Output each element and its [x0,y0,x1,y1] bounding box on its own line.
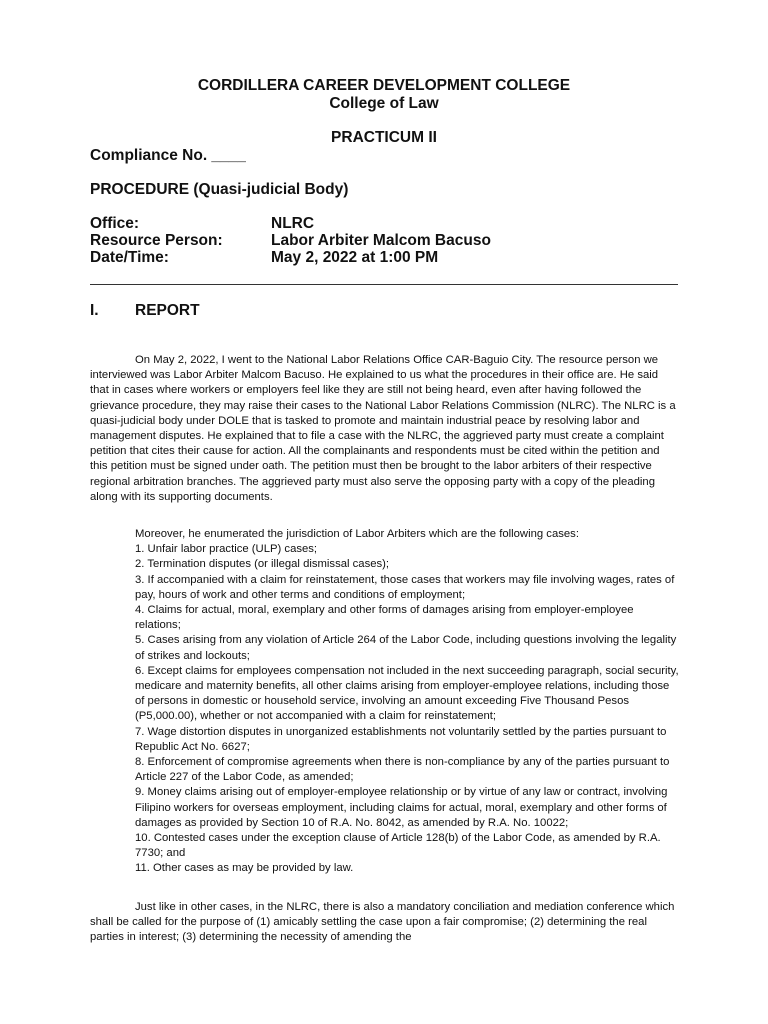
list-item: 10. Contested cases under the exception clause of Article 128(b) of the Labor Code, as amended by R.A. 7730; and [135,832,661,860]
jurisdiction-list [90,542,680,876]
list-item: 7. Wage distortion disputes in unorganized establishments not voluntarily settled by the parties pursuant to Republic Act No. 6627; [135,725,667,753]
horizontal-divider [90,284,678,285]
report-body [90,353,680,505]
resource-person-label: Resource Person: [90,232,223,249]
compliance-number: Compliance No. ____ [90,147,246,164]
office-label: Office: [90,215,140,232]
course-title: PRACTICUM II [331,129,437,146]
section-title: REPORT [135,302,200,319]
resource-person-value: Labor Arbiter Malcom Bacuso [271,232,491,249]
section-number: I. [90,302,99,319]
report-body-continued [90,900,680,946]
list-intro: Moreover, he enumerated the jurisdiction of Labor Arbiters which are the following cases: [135,528,579,540]
list-item: 2. Termination disputes (or illegal dismissal cases); [135,558,390,571]
list-item: 4. Claims for actual, moral, exemplary and other forms of damages arising from employer-employee relations; [135,604,634,632]
procedure-heading: PROCEDURE (Quasi-judicial Body) [90,181,349,198]
jurisdiction-section [90,527,680,877]
office-value: NLRC [271,215,315,232]
list-item: 8. Enforcement of compromise agreements when there is non-compliance by any of the parties pursuant to Article 227 of the Labor Code, as amended; [135,756,670,784]
list-item: 5. Cases arising from any violation of Article 264 of the Labor Code, including questions involving the legality of strikes and lockouts; [135,634,677,662]
institution-title: CORDILLERA CAREER DEVELOPMENT COLLEGE [197,77,571,94]
list-item: 1. Unfair labor practice (ULP) cases; [135,543,318,556]
date-time-label: Date/Time: [90,249,169,266]
paragraph-1: On May 2, 2022, I went to the National Labor Relations Office CAR-Baguio City. The resource person we interviewed was Labor Arbiter Malcom Bacuso. He explained to us what the procedures in their office are. He said that in cases where workers or employers feel like they are still not being heard, even after having followed the grievance procedure, they may raise their cases to the National Labor Relations Commission (NLRC). The NLRC is a quasi-judicial body under DOLE that is tasked to promote and maintain industrial peace by resolving labor and management disputes. He explained that to file a case with the NLRC, the aggrieved party must create a complaint petition that cites their cause for action. All the complainants and respondents must be cited within the petition and this petition must be signed under oath. The petition must then be brought to the labor arbiters of their respective regional arbitration branches. The aggrieved party must also serve the opposing party with a copy of the pleading along with its supporting documents. [90,354,676,503]
list-item: 3. If accompanied with a claim for reinstatement, those cases that workers may file involving wages, rates of pay, hours of work and other terms and conditions of employment; [135,573,675,601]
date-time-value: May 2, 2022 at 1:00 PM [271,249,439,266]
list-item: 6. Except claims for employees compensation not included in the next succeeding paragraph, social security, medicare and maternity benefits, all other claims arising from employer-employee relations, including those of persons in domestic or household service, involving an amount exceeding Five Thousand Pesos (P5,000.00), whether or not accompanied with a claim for reinstatement; [135,664,679,723]
college-title: College of Law [329,95,439,112]
list-item: 9. Money claims arising out of employer-employee relationship or by virtue of any law or contract, involving Filipino workers for overseas employment, including claims for actual, moral, exemplary and other forms of damages as provided by Section 10 of R.A. No. 8042, as amended by R.A. No. 10022; [135,786,668,829]
paragraph-2: Just like in other cases, in the NLRC, there is also a mandatory conciliation and mediation conference which shall be called for the purpose of (1) amicably settling the case upon a fair compromise; (2) determining the real parties in interest; (3) determining the necessity of amending the [90,901,675,944]
list-item: 11. Other cases as may be provided by law. [135,862,354,875]
